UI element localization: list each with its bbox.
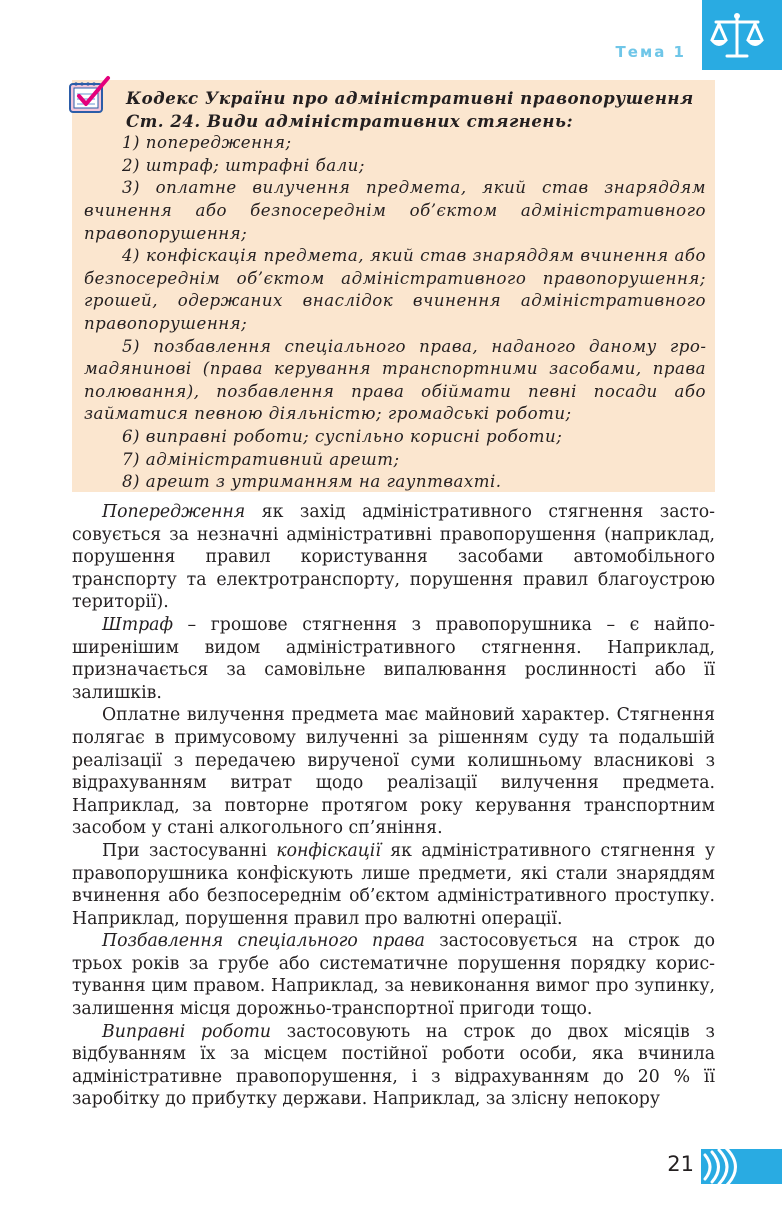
law-list-item: 6) виправні роботи; суспільно корисні роботи; [122, 426, 563, 446]
law-list-item: 5) позбавлення спеціального права, наданого даному громадянинові (права керування транспортними засобами, права полювання), позбавлення права обіймати певні посади або займатися певною діяльністю; громадські роботи; [84, 336, 706, 424]
topic-tab [702, 0, 782, 70]
law-list-item: 2) штраф; штрафні бали; [122, 155, 365, 175]
paragraph-correctional-work: Виправні роботи застосовують на строк до двох місяців з відбуванням їх за місцем постійної роботи особи, яка вчинила адміністративне правопорушення, і з відрахуванням до 20 % її заробітку до прибутку держави. Наприклад, за злісну непокору [72, 1021, 715, 1110]
term: конфіскації [276, 840, 381, 861]
paragraph-warning: Попередження як захід адміністративного стягнення застосовується за незначні адміністративні правопорушення (наприклад, порушення правил користування засобами автомобільного транспорту та електротранспорту, порушення правил благоустрою території). [72, 502, 715, 613]
term: Виправні роботи [102, 1021, 271, 1042]
law-code-title: Кодекс України про адміністративні правопорушення [126, 88, 694, 108]
main-text [72, 501, 715, 1111]
scales-of-justice-icon [708, 10, 766, 62]
signal-arcs-icon [701, 1149, 782, 1184]
law-excerpt-box [72, 80, 715, 492]
paragraph-fine: Штраф – грошове стягнення з правопорушника – є найпоширенішим видом адміністративного стягнення. Наприклад, призначається за самовільне випалювання рослинності або її залишків. [72, 614, 715, 703]
topic-label: Тема 1 [615, 43, 686, 61]
term: Позбавлення спеціального права [102, 931, 425, 952]
term: Попередження [102, 502, 246, 522]
law-list-item: 4) конфіскація предмета, який став знаряддям вчинення або безпосереднім об’єктом адміністративного правопорушення; грошей, одержаних внаслідок вчинення адміністративного правопорушення; [84, 246, 706, 333]
paragraph-special-right: Позбавлення спеціального права застосовується на строк до трьох років за грубе або систематичне порушення порядку користування цим правом. Наприклад, за невиконання вимог про зупинку, залишення місця дорожньо-транспортної пригоди тощо. [72, 931, 715, 1020]
paragraph-paid-seizure: Оплатне вилучення предмета має майновий характер. Стягнення полягає в примусовому вилученні за рішенням суду та подальшій реалізації з передачею вирученої суми колишньому власникові з відрахуванням витрат щодо реалізації вилучення предмета. Наприклад, за повторне протягом року керування транспортним засобом у стані алкогольного сп’яніння. [72, 705, 715, 839]
law-article-title: Ст. 24. Види адміністративних стягнень: [126, 110, 574, 131]
law-list-item: 1) попередження; [122, 133, 292, 153]
law-list-item: 8) арешт з утриманням на гауптвахті. [122, 472, 502, 492]
page-number: 21 [667, 1152, 694, 1176]
term: Штраф [102, 614, 173, 635]
notebook-checkmark-icon [66, 74, 114, 118]
paragraph-confiscation: При застосуванні конфіскації як адміністративного стягнення у правопорушника конфіскують лише предмети, які стали знаряддям вчинення або безпосереднім об’єктом адміністративного проступку. Наприклад, порушення правил про валютні операції. [72, 840, 715, 929]
law-list-item: 7) адміністративний арешт; [122, 449, 400, 469]
page-corner-tab [701, 1149, 782, 1184]
law-list-item: 3) оплатне вилучення предмета, який став знаряддям вчинення або безпосереднім об’єктом адміністративного правопорушення; [84, 178, 706, 243]
